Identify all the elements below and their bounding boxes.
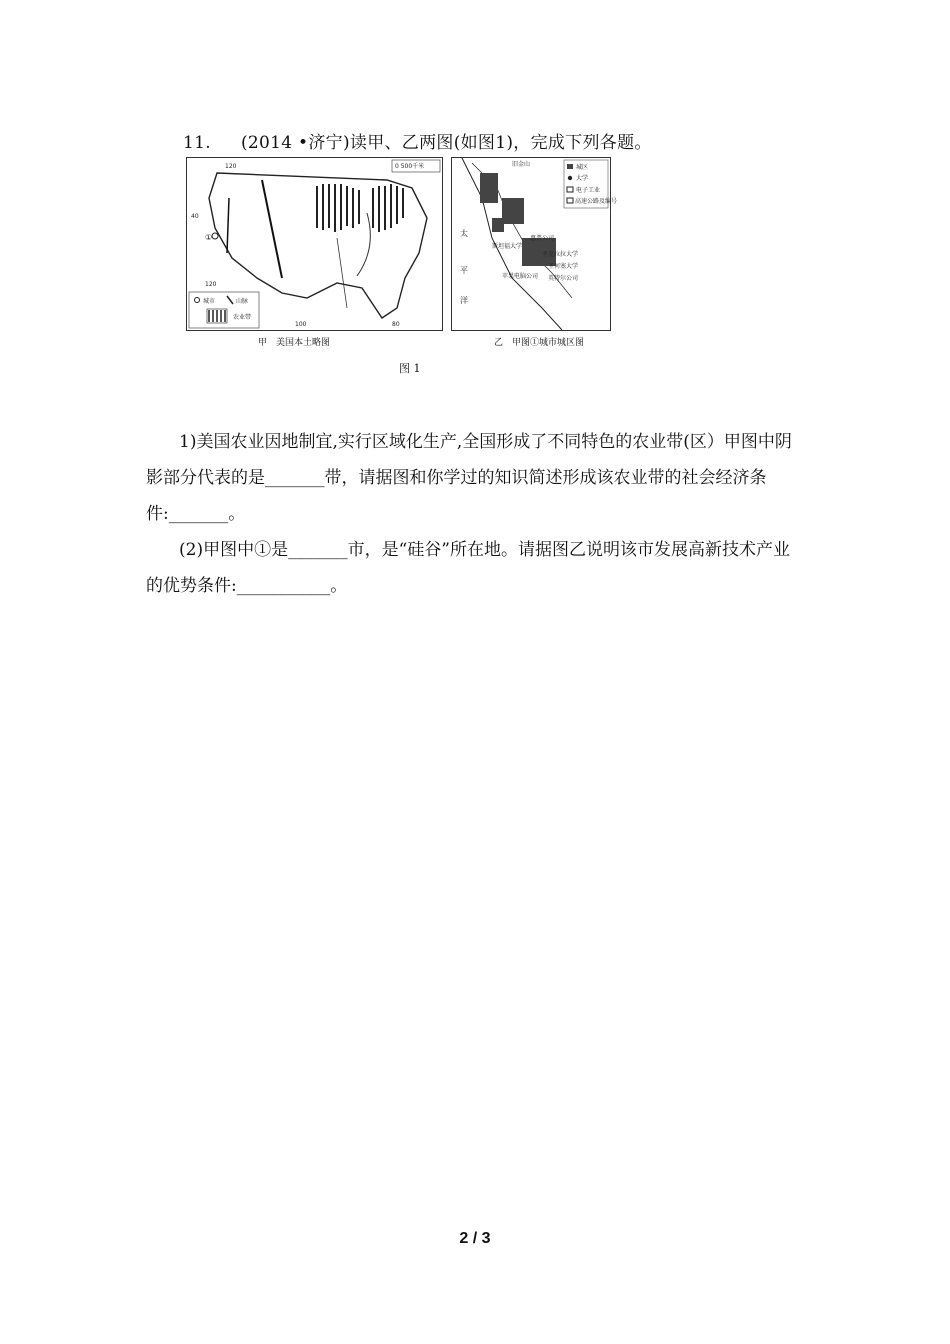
sub2-text-b: 市，是“硅谷”所在地。请据图乙说明该市发展高新技术产业的优势条件:	[146, 540, 790, 596]
caption-map-a: 甲 美国本土略图	[258, 338, 331, 348]
place-label: 圣何塞大学	[548, 263, 579, 270]
place-label: 苹果电脑公司	[502, 273, 539, 280]
question-text: (2014 •济宁)读甲、乙两图(如图1)，完成下列各题。	[240, 133, 652, 153]
legend-electronics: 电子工业	[576, 187, 601, 194]
answer-blank[interactable]: _______	[265, 468, 325, 488]
question-number: 11.	[183, 133, 211, 153]
lon-label: 120	[205, 281, 217, 288]
answer-blank[interactable]: ___________	[236, 576, 331, 596]
figure-title: 图 1	[399, 362, 421, 375]
question-stem	[183, 128, 652, 153]
legend-farm-belt: 农业带	[233, 314, 252, 321]
lon-label: 100	[295, 321, 307, 328]
place-label: 惠普公司	[530, 235, 555, 242]
ocean-char: 太	[460, 229, 468, 238]
caption-map-b: 乙 甲图①城市城区图	[494, 338, 585, 348]
place-label: 英特尔公司	[548, 275, 579, 282]
ocean-char: 平	[460, 266, 468, 275]
legend-urban: 城区	[576, 164, 589, 171]
place-label: 旧金山	[512, 161, 531, 168]
lat-label: 40	[191, 213, 199, 220]
place-label: 斯坦福大学	[492, 243, 523, 250]
ocean-char: 洋	[460, 296, 468, 305]
sub-question-2	[146, 532, 806, 604]
marker-1: ①	[205, 233, 213, 242]
figure-1	[186, 157, 616, 379]
legend-highway: 高速公路及编号	[575, 198, 618, 205]
legend-city: 城市	[203, 298, 216, 305]
sub1-text-c: 。	[228, 504, 246, 524]
sub-question-1	[146, 424, 806, 532]
legend-university: 大学	[576, 175, 589, 182]
page-number: 2 / 3	[459, 1230, 491, 1247]
answer-blank[interactable]: _______	[288, 540, 348, 560]
legend-mountain: 山脉	[236, 298, 249, 305]
sub1-text-a: 1)美国农业因地制宜,实行区域化生产,全国形成了不同特色的农业带(区）甲图中阴影部分代表的是	[146, 432, 792, 488]
sub1-text-b: 带，请据图和你学过的知识简述形成该农业带的社会经济条件:	[146, 468, 767, 524]
usa-map	[186, 157, 443, 331]
scale-label: 0 500千米	[395, 163, 425, 170]
city-map	[451, 157, 618, 331]
place-label: 圣克拉拉大学	[542, 251, 579, 258]
lon-label: 120	[225, 163, 237, 170]
lon-label: 80	[392, 321, 400, 328]
sub2-text-a: (2)甲图中①是	[179, 540, 289, 560]
answer-blank[interactable]: _______	[168, 504, 229, 524]
sub2-text-c: 。	[330, 576, 348, 596]
